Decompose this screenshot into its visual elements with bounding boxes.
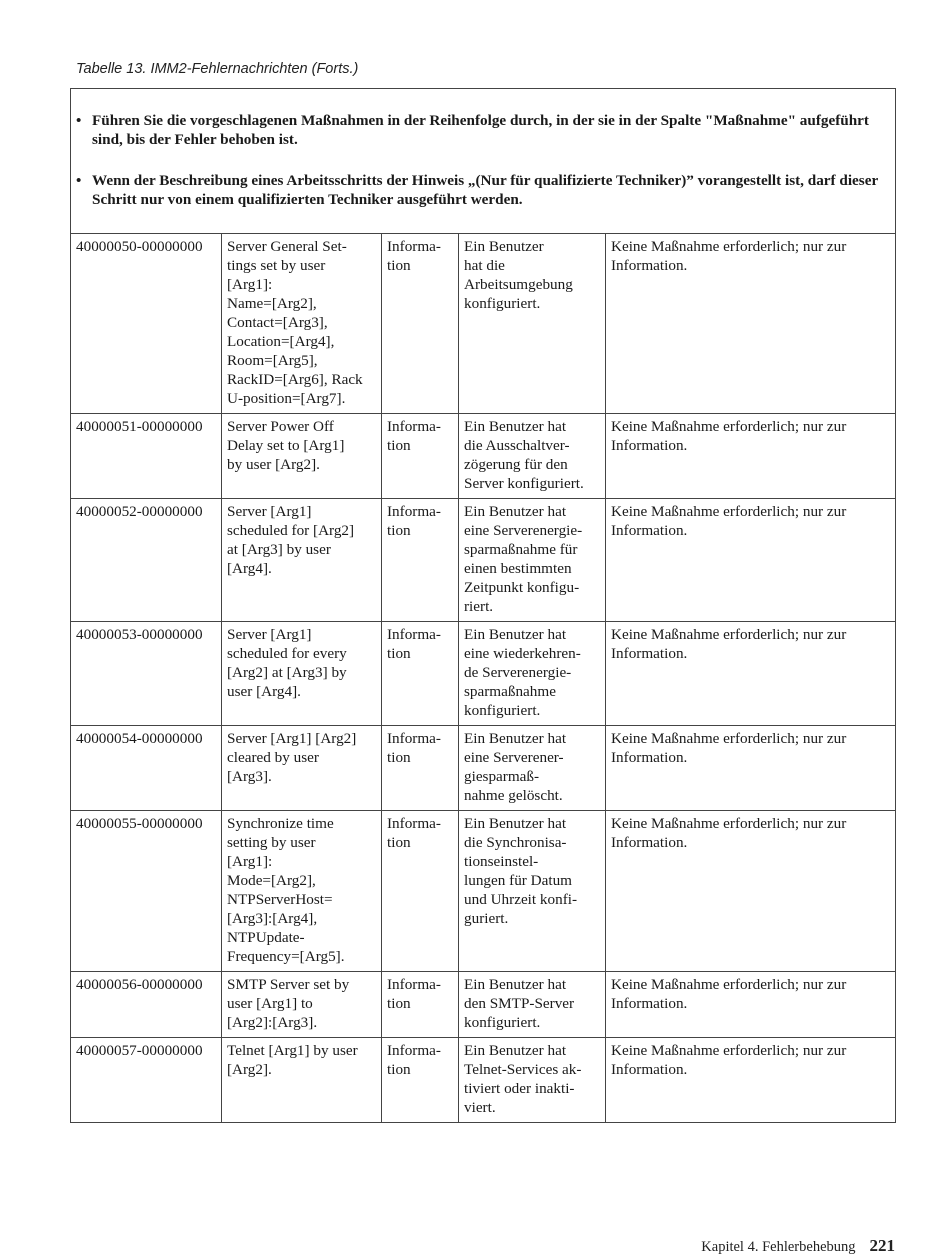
message-code: 40000056-00000000 xyxy=(71,972,222,1038)
table-row xyxy=(71,499,896,622)
message-text: SMTP Server set by user [Arg1] to [Arg2]:[Arg3]. xyxy=(222,972,382,1038)
bullet-icon: • xyxy=(76,112,82,129)
table-caption: Tabelle 13. IMM2-Fehlernachrichten (Forts.) xyxy=(76,61,359,77)
table-row xyxy=(71,726,896,811)
user-action: Keine Maßnahme erforderlich; nur zur Information. xyxy=(606,234,896,414)
message-code: 40000055-00000000 xyxy=(71,811,222,972)
message-code: 40000050-00000000 xyxy=(71,234,222,414)
description: Ein Benutzer hat die Arbeitsumgebung konfiguriert. xyxy=(459,234,606,414)
message-code: 40000052-00000000 xyxy=(71,499,222,622)
table-row xyxy=(71,972,896,1038)
user-action: Keine Maßnahme erforderlich; nur zur Information. xyxy=(606,972,896,1038)
severity: Informa- tion xyxy=(382,811,459,972)
user-action: Keine Maßnahme erforderlich; nur zur Information. xyxy=(606,811,896,972)
user-action: Keine Maßnahme erforderlich; nur zur Information. xyxy=(606,1038,896,1123)
user-action: Keine Maßnahme erforderlich; nur zur Information. xyxy=(606,726,896,811)
message-text: Server [Arg1] [Arg2] cleared by user [Arg3]. xyxy=(222,726,382,811)
severity: Informa- tion xyxy=(382,499,459,622)
bullet-icon: • xyxy=(76,172,82,189)
description: Ein Benutzer hat den SMTP-Server konfiguriert. xyxy=(459,972,606,1038)
note-item xyxy=(76,111,890,149)
message-text: Telnet [Arg1] by user [Arg2]. xyxy=(222,1038,382,1123)
severity: Informa- tion xyxy=(382,972,459,1038)
page-footer xyxy=(701,1236,895,1256)
severity: Informa- tion xyxy=(382,1038,459,1123)
message-code: 40000057-00000000 xyxy=(71,1038,222,1123)
message-code: 40000051-00000000 xyxy=(71,414,222,499)
table-row xyxy=(71,234,896,414)
severity: Informa- tion xyxy=(382,726,459,811)
chapter-title: Kapitel 4. Fehlerbehebung xyxy=(701,1239,856,1255)
message-code: 40000054-00000000 xyxy=(71,726,222,811)
table-row xyxy=(71,811,896,972)
note-text: Wenn der Beschreibung eines Arbeitsschritts der Hinweis „(Nur für qualifizierte Techniker)” vorangestellt ist, darf dieser Schritt nur von einem qualifizierten Techniker ausgeführt werden. xyxy=(92,172,878,208)
note-text: Führen Sie die vorgeschlagenen Maßnahmen in der Reihenfolge durch, in der sie in der Spalte "Maßnahme" aufgeführt sind, bis der Fehler behoben ist. xyxy=(92,112,869,148)
notes-row xyxy=(71,89,896,234)
user-action: Keine Maßnahme erforderlich; nur zur Information. xyxy=(606,414,896,499)
severity: Informa- tion xyxy=(382,622,459,726)
notes-cell xyxy=(71,89,896,234)
user-action: Keine Maßnahme erforderlich; nur zur Information. xyxy=(606,622,896,726)
description: Ein Benutzer hat eine wiederkehren- de Serverenergie- sparmaßnahme konfiguriert. xyxy=(459,622,606,726)
message-text: Server General Set- tings set by user [Arg1]: Name=[Arg2], Contact=[Arg3], Location=[Arg4], Room=[Arg5], RackID=[Arg6], Rack U-position=[Arg7]. xyxy=(222,234,382,414)
severity: Informa- tion xyxy=(382,414,459,499)
user-action: Keine Maßnahme erforderlich; nur zur Information. xyxy=(606,499,896,622)
error-messages-table xyxy=(70,88,896,1123)
table-row xyxy=(71,414,896,499)
message-code: 40000053-00000000 xyxy=(71,622,222,726)
table-row xyxy=(71,1038,896,1123)
description: Ein Benutzer hat die Ausschaltver- zögerung für den Server konfiguriert. xyxy=(459,414,606,499)
table-row xyxy=(71,622,896,726)
page-number: 221 xyxy=(869,1236,895,1255)
message-text: Synchronize time setting by user [Arg1]: Mode=[Arg2], NTPServerHost= [Arg3]:[Arg4], NTPUpdate- Frequency=[Arg5]. xyxy=(222,811,382,972)
message-text: Server Power Off Delay set to [Arg1] by user [Arg2]. xyxy=(222,414,382,499)
description: Ein Benutzer hat die Synchronisa- tionseinstel- lungen für Datum und Uhrzeit konfi- guriert. xyxy=(459,811,606,972)
description: Ein Benutzer hat eine Serverener- giesparmaß- nahme gelöscht. xyxy=(459,726,606,811)
note-item xyxy=(76,171,890,209)
message-text: Server [Arg1] scheduled for every [Arg2] at [Arg3] by user [Arg4]. xyxy=(222,622,382,726)
severity: Informa- tion xyxy=(382,234,459,414)
description: Ein Benutzer hat Telnet-Services ak- tiviert oder inakti- viert. xyxy=(459,1038,606,1123)
message-text: Server [Arg1] scheduled for [Arg2] at [Arg3] by user [Arg4]. xyxy=(222,499,382,622)
description: Ein Benutzer hat eine Serverenergie- sparmaßnahme für einen bestimmten Zeitpunkt konfigu- riert. xyxy=(459,499,606,622)
